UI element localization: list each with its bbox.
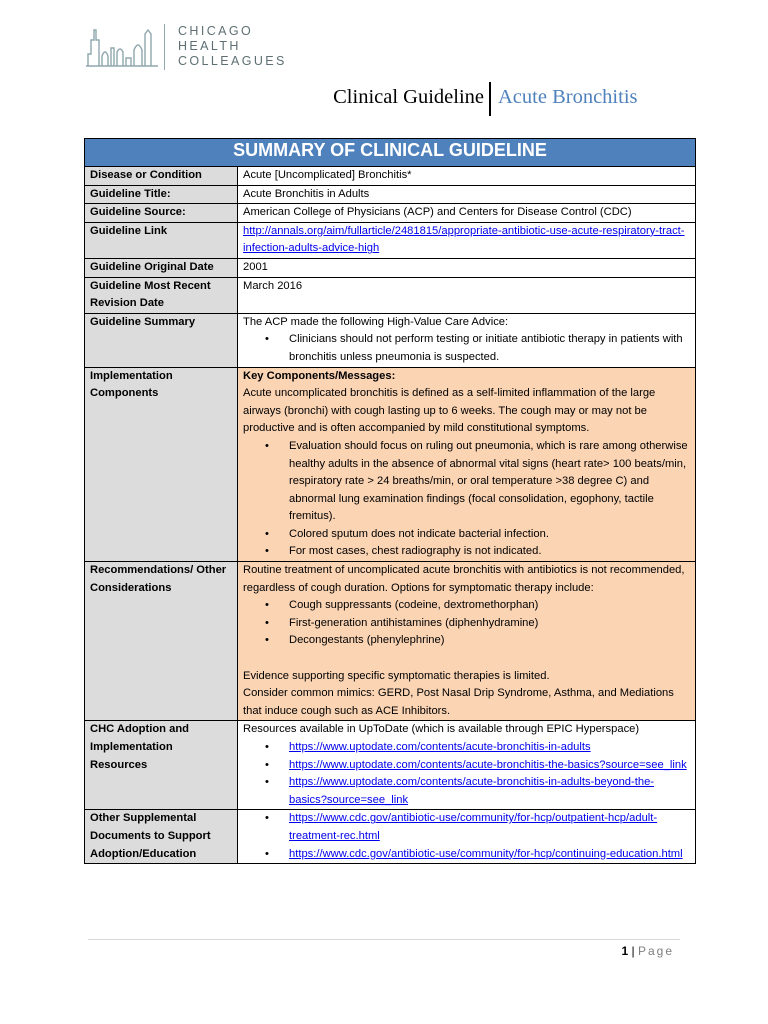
table-row <box>85 167 696 186</box>
list-item: • Decongestants (phenylephrine) <box>243 632 690 650</box>
spacer <box>243 650 690 668</box>
page-number: 1 <box>621 944 629 958</box>
implementation-bullets <box>243 438 690 561</box>
key-components-heading: Key Components/Messages: <box>243 369 396 382</box>
row-value: March 2016 <box>238 277 696 313</box>
summary-intro: The ACP made the following High-Value Care Advice: <box>243 315 509 328</box>
table-row <box>85 185 696 204</box>
table-row <box>85 562 696 721</box>
row-label: Guideline Link <box>85 222 238 258</box>
row-label: Disease or Condition <box>85 167 238 186</box>
logo-line-3: COLLEAGUES <box>178 54 287 68</box>
supplemental-links <box>243 810 690 863</box>
row-value: Acute Bronchitis in Adults <box>238 185 696 204</box>
row-label: Guideline Source: <box>85 204 238 223</box>
header-clinical-guideline: Clinical Guideline <box>333 86 484 108</box>
row-label: Other Supplemental Documents to Support Adoption/Education <box>85 810 238 864</box>
row-value <box>238 313 696 367</box>
footer-rule <box>88 939 680 940</box>
header-divider <box>489 82 491 116</box>
logo-line-1: CHICAGO <box>178 24 254 38</box>
row-label: Guideline Most Recent Revision Date <box>85 277 238 313</box>
page-footer <box>621 944 674 958</box>
chc-intro: Resources available in UpToDate (which is available through EPIC Hyperspace) <box>243 723 640 736</box>
footer-separator: | <box>631 944 635 958</box>
logo-line-2: HEALTH <box>178 39 241 53</box>
table-row <box>85 277 696 313</box>
list-item: • Colored sputum does not indicate bacterial infection. <box>243 526 690 544</box>
table-row <box>85 721 696 810</box>
table-title: SUMMARY OF CLINICAL GUIDELINE <box>85 139 696 167</box>
logo-wordmark <box>178 24 287 69</box>
list-item <box>243 846 690 864</box>
row-value: American College of Physicians (ACP) and Centers for Disease Control (CDC) <box>238 204 696 223</box>
row-value <box>238 810 696 864</box>
cdc-link[interactable]: https://www.cdc.gov/antibiotic-use/community/for-hcp/outpatient-hcp/adult-treatment-rec.html <box>289 812 658 842</box>
row-label: Guideline Title: <box>85 185 238 204</box>
row-value <box>238 222 696 258</box>
table-row <box>85 313 696 367</box>
table-row <box>85 258 696 277</box>
uptodate-link[interactable]: https://www.uptodate.com/contents/acute-bronchitis-the-basics?source=see_link <box>289 758 687 771</box>
table-row <box>85 204 696 223</box>
cdc-link[interactable]: https://www.cdc.gov/antibiotic-use/community/for-hcp/continuing-education.html <box>289 847 683 860</box>
evidence-text: Evidence supporting specific symptomatic therapies is limited. <box>243 669 550 682</box>
list-item: • Clinicians should not perform testing or initiate antibiotic therapy in patients with bronchitis unless pneumonia is suspected. <box>243 331 690 366</box>
row-label: Guideline Original Date <box>85 258 238 277</box>
row-value: 2001 <box>238 258 696 277</box>
list-item <box>243 739 690 757</box>
skyline-logo-icon <box>86 26 160 68</box>
row-label: CHC Adoption and Implementation Resources <box>85 721 238 810</box>
row-value <box>238 367 696 562</box>
logo-divider <box>164 24 165 70</box>
recommendations-text: Routine treatment of uncomplicated acute bronchitis with antibiotics is not recommended, regardless of cough duration. Options for symptomatic therapy include: <box>243 564 685 594</box>
list-item <box>243 757 690 775</box>
summary-table <box>84 138 696 864</box>
chc-links <box>243 739 690 809</box>
row-label: Recommendations/ Other Considerations <box>85 562 238 721</box>
list-item: • For most cases, chest radiography is not indicated. <box>243 543 690 561</box>
uptodate-link[interactable]: https://www.uptodate.com/contents/acute-bronchitis-in-adults-beyond-the-basics?source=see_link <box>289 776 655 806</box>
guideline-link[interactable]: http://annals.org/aim/fullarticle/2481815/appropriate-antibiotic-use-acute-respiratory-tract-infection-adults-advice-high <box>243 224 685 255</box>
recommendations-bullets <box>243 597 690 650</box>
list-item: • Cough suppressants (codeine, dextromethorphan) <box>243 597 690 615</box>
row-value <box>238 721 696 810</box>
table-row <box>85 222 696 258</box>
summary-bullets <box>243 331 690 366</box>
row-value: Acute [Uncomplicated] Bronchitis* <box>238 167 696 186</box>
row-label: Implementation Components <box>85 367 238 562</box>
mimics-text: Consider common mimics: GERD, Post Nasal Drip Syndrome, Asthma, and Mediations that induce cough such as ACE Inhibitors. <box>243 687 674 717</box>
uptodate-link[interactable]: https://www.uptodate.com/contents/acute-bronchitis-in-adults <box>289 741 591 753</box>
list-item: • Evaluation should focus on ruling out pneumonia, which is rare among otherwise healthy adults in the absence of abnormal vital signs (heart rate> 100 beats/min, respiratory rate > 24 breaths/min, or oral temperature >38 degree C) and abnormal lung examination findings (focal consolidation, egophony, tactile fremitus). <box>243 438 690 526</box>
list-item <box>243 774 690 809</box>
table-row <box>85 367 696 562</box>
header-topic: Acute Bronchitis <box>498 86 638 108</box>
list-item: • First-generation antihistamines (diphenhydramine) <box>243 615 690 633</box>
list-item <box>243 810 690 845</box>
table-title-row <box>85 139 696 167</box>
document-header <box>0 82 768 118</box>
implementation-text: Acute uncomplicated bronchitis is defined as a self-limited inflammation of the large airways (bronchi) with cough lasting up to 6 weeks. The cough may or may not be productive and is often accompanied by mild constitutional symptoms. <box>243 387 656 435</box>
table-row <box>85 810 696 864</box>
page-label: Page <box>637 944 674 958</box>
row-label: Guideline Summary <box>85 313 238 367</box>
chicago-health-colleagues-logo <box>86 22 326 72</box>
row-value <box>238 562 696 721</box>
